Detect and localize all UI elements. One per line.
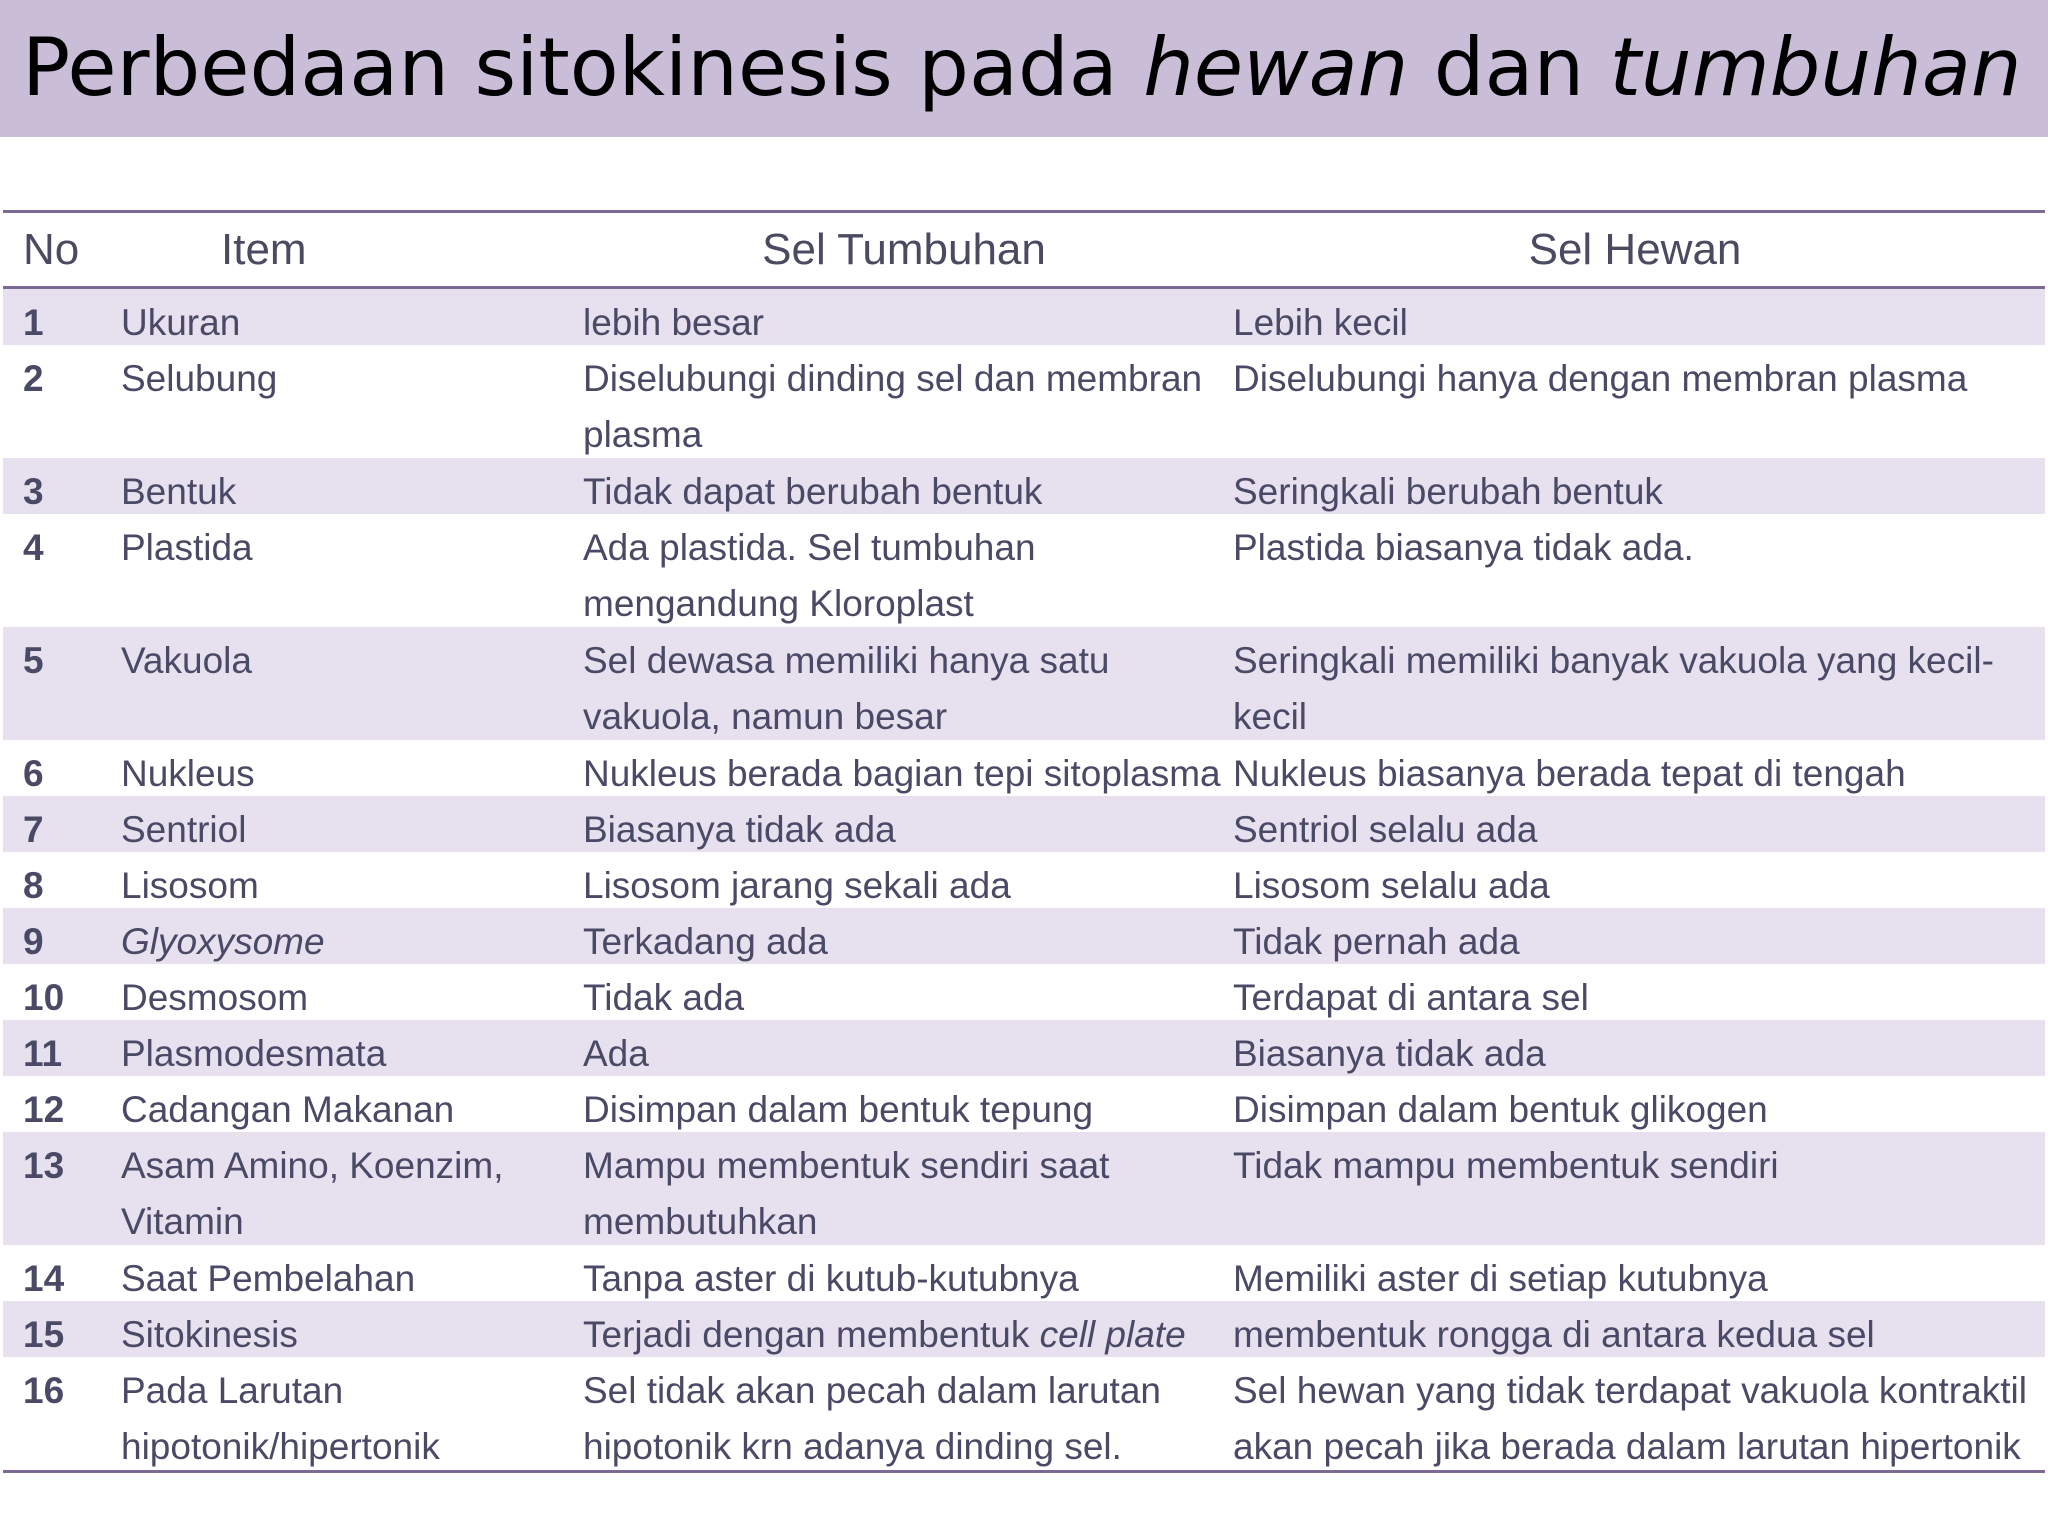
cell-plant: Tanpa aster di kutub-kutubnya <box>583 1258 1079 1299</box>
cell-no: 8 <box>23 865 44 906</box>
cell-no: 15 <box>23 1314 65 1355</box>
cell-plant: Sel dewasa memiliki hanya satu vakuola, namun besar <box>583 640 1110 737</box>
header-animal: Sel Hewan <box>1528 225 1742 274</box>
cell-plant: Tidak ada <box>583 977 745 1018</box>
header-no: No <box>23 225 80 274</box>
table-row <box>3 514 2045 627</box>
cell-animal: Seringkali berubah bentuk <box>1233 471 1663 512</box>
cell-plant-text: Terjadi dengan membentuk <box>583 1314 1040 1355</box>
cell-animal: Lisosom selalu ada <box>1233 865 1550 906</box>
cell-item: Bentuk <box>121 471 237 512</box>
cell-no: 9 <box>23 921 44 962</box>
cell-no: 4 <box>23 527 44 568</box>
table-row <box>3 627 2045 740</box>
cell-plant <box>583 1301 1233 1363</box>
cell-animal: Terdapat di antara sel <box>1233 977 1589 1018</box>
cell-item: Ukuran <box>121 302 241 343</box>
cell-plant: Tidak dapat berubah bentuk <box>583 471 1043 512</box>
table-row <box>3 458 2045 514</box>
cell-animal: Tidak pernah ada <box>1233 921 1520 962</box>
table-row <box>3 289 2045 345</box>
cell-plant: Diselubungi dinding sel dan membran plasma <box>583 358 1203 455</box>
table-row <box>3 1301 2045 1357</box>
cell-item: Lisosom <box>121 865 259 906</box>
cell-animal: Biasanya tidak ada <box>1233 1033 1546 1074</box>
cell-no: 3 <box>23 471 44 512</box>
table-header-row <box>3 213 2045 286</box>
table-row <box>3 796 2045 852</box>
cell-animal: Seringkali memiliki banyak vakuola yang kecil-kecil <box>1233 640 1994 737</box>
table-row <box>3 345 2045 458</box>
header-plant: Sel Tumbuhan <box>762 225 1046 274</box>
cell-plant: Ada <box>583 1033 649 1074</box>
cell-plant: Nukleus berada bagian tepi sitoplasma <box>583 753 1221 794</box>
cell-plant: Terkadang ada <box>583 921 828 962</box>
title-part2: dan <box>1408 21 1610 114</box>
cell-plant: Biasanya tidak ada <box>583 809 896 850</box>
cell-item: Nukleus <box>121 753 255 794</box>
table-row <box>3 740 2045 796</box>
cell-no: 11 <box>23 1033 63 1074</box>
cell-no: 5 <box>23 640 44 681</box>
cell-no: 2 <box>23 358 44 399</box>
table-row <box>3 852 2045 908</box>
cell-item: Plastida <box>121 527 253 568</box>
cell-no: 13 <box>23 1145 65 1186</box>
title-italic-hewan: hewan <box>1143 21 1409 114</box>
table-row <box>3 1357 2045 1470</box>
cell-no: 14 <box>23 1258 65 1299</box>
cell-item: Saat Pembelahan <box>121 1258 416 1299</box>
title-italic-tumbuhan: tumbuhan <box>1609 21 2022 114</box>
cell-item: Plasmodesmata <box>121 1033 387 1074</box>
cell-plant: Disimpan dalam bentuk tepung <box>583 1089 1094 1130</box>
cell-animal: Sentriol selalu ada <box>1233 809 1538 850</box>
cell-no: 12 <box>23 1089 65 1130</box>
table-row <box>3 1076 2045 1132</box>
table-row <box>3 908 2045 964</box>
cell-animal: Plastida biasanya tidak ada. <box>1233 527 1694 568</box>
cell-plant: Ada plastida. Sel tumbuhan mengandung Kloroplast <box>583 527 1036 624</box>
cell-animal: Sel hewan yang tidak terdapat vakuola kontraktil akan pecah jika berada dalam larutan hipertonik <box>1233 1370 2027 1467</box>
title-bar <box>0 0 2048 137</box>
cell-no: 10 <box>23 977 65 1018</box>
cell-animal: Memiliki aster di setiap kutubnya <box>1233 1258 1768 1299</box>
comparison-table <box>3 210 2045 1473</box>
cell-plant: Mampu membentuk sendiri saat membutuhkan <box>583 1145 1110 1242</box>
table-row <box>3 964 2045 1020</box>
cell-animal: Tidak mampu membentuk sendiri <box>1233 1145 1779 1186</box>
slide-title <box>22 18 2022 118</box>
table-row <box>3 1020 2045 1076</box>
cell-animal: Diselubungi hanya dengan membran plasma <box>1233 358 1968 399</box>
cell-animal: Lebih kecil <box>1233 302 1408 343</box>
cell-no: 7 <box>23 809 44 850</box>
cell-plant: Sel tidak akan pecah dalam larutan hipotonik krn adanya dinding sel. <box>583 1370 1161 1467</box>
cell-no: 1 <box>23 302 44 343</box>
table-row <box>3 1245 2045 1301</box>
cell-no: 16 <box>23 1370 65 1411</box>
header-item: Item <box>221 225 307 274</box>
cell-item: Pada Larutan hipotonik/hipertonik <box>121 1370 440 1467</box>
cell-plant: Lisosom jarang sekali ada <box>583 865 1011 906</box>
cell-item: Glyoxysome <box>121 921 325 962</box>
cell-item: Selubung <box>121 358 278 399</box>
cell-plant: lebih besar <box>583 302 765 343</box>
cell-item: Asam Amino, Koenzim, Vitamin <box>121 1145 504 1242</box>
cell-item: Vakuola <box>121 640 252 681</box>
cell-animal: membentuk rongga di antara kedua sel <box>1233 1314 1875 1355</box>
cell-item: Sentriol <box>121 809 247 850</box>
cell-animal: Disimpan dalam bentuk glikogen <box>1233 1089 1768 1130</box>
cell-item: Sitokinesis <box>121 1314 298 1355</box>
cell-item: Desmosom <box>121 977 309 1018</box>
cell-no: 6 <box>23 753 44 794</box>
cell-item: Cadangan Makanan <box>121 1089 455 1130</box>
table-row <box>3 1132 2045 1245</box>
cell-animal: Nukleus biasanya berada tepat di tengah <box>1233 753 1906 794</box>
title-part1: Perbedaan sitokinesis pada <box>22 21 1144 114</box>
cell-plant-italic: cell plate <box>1039 1314 1186 1355</box>
